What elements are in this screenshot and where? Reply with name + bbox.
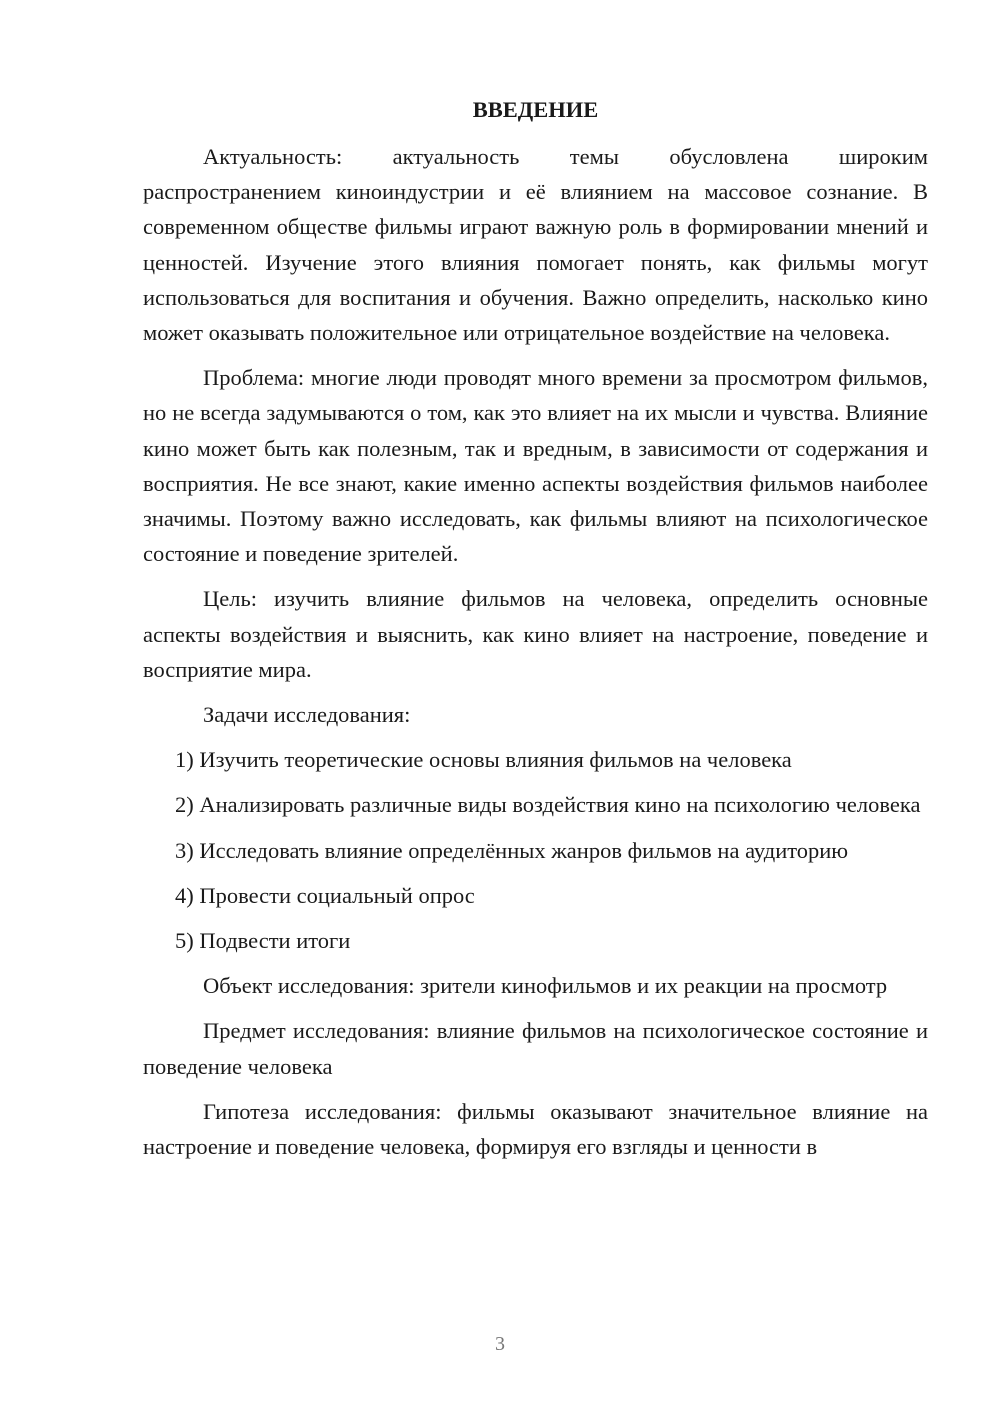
relevance-paragraph: Актуальность: актуальность темы обусловлена широким распространением киноиндустрии и её влиянием на массовое сознание. В современном обществе фильмы играют важную роль в формировании мнений и ценностей. Изучение этого влияния помогает понять, как фильмы могут использоваться для воспитания и обучения. Важно определить, насколько кино может оказывать положительное или отрицательное воздействие на человека. [143, 144, 928, 346]
section-heading: ВВЕДЕНИЕ [472, 97, 599, 122]
page-number: 3 [495, 1333, 505, 1355]
task-item: 5) Подвести итоги [175, 928, 351, 954]
tasks-title: Задачи исследования: [203, 702, 411, 728]
task-item: 2) Анализировать различные виды воздействия кино на психологию человека [175, 792, 921, 818]
problem-paragraph: Проблема: многие люди проводят много времени за просмотром фильмов, но не всегда задумываются о том, как это влияет на их мысли и чувства. Влияние кино может быть как полезным, так и вредным, в зависимости от содержания и восприятия. Не все знают, какие именно аспекты воздействия фильмов наиболее значимы. Поэтому важно исследовать, как фильмы влияют на психологическое состояние и поведение зрителей. [143, 365, 928, 567]
goal-paragraph: Цель: изучить влияние фильмов на человека, определить основные аспекты воздействия и выяснить, как кино влияет на настроение, поведение и восприятие мира. [143, 586, 928, 682]
task-item: 1) Изучить теоретические основы влияния фильмов на человека [175, 747, 792, 773]
task-item: 4) Провести социальный опрос [175, 882, 475, 908]
tasks-list [143, 742, 928, 958]
object-paragraph: Объект исследования: зрители кинофильмов и их реакции на просмотр [203, 973, 888, 999]
task-item: 3) Исследовать влияние определённых жанров фильмов на аудиторию [175, 837, 849, 863]
hypothesis-paragraph: Гипотеза исследования: фильмы оказывают значительное влияние на настроение и поведение человека, формируя его взгляды и ценности в [143, 1098, 928, 1160]
page-content [143, 95, 928, 1174]
subject-paragraph: Предмет исследования: влияние фильмов на психологическое состояние и поведение человека [143, 1018, 928, 1079]
